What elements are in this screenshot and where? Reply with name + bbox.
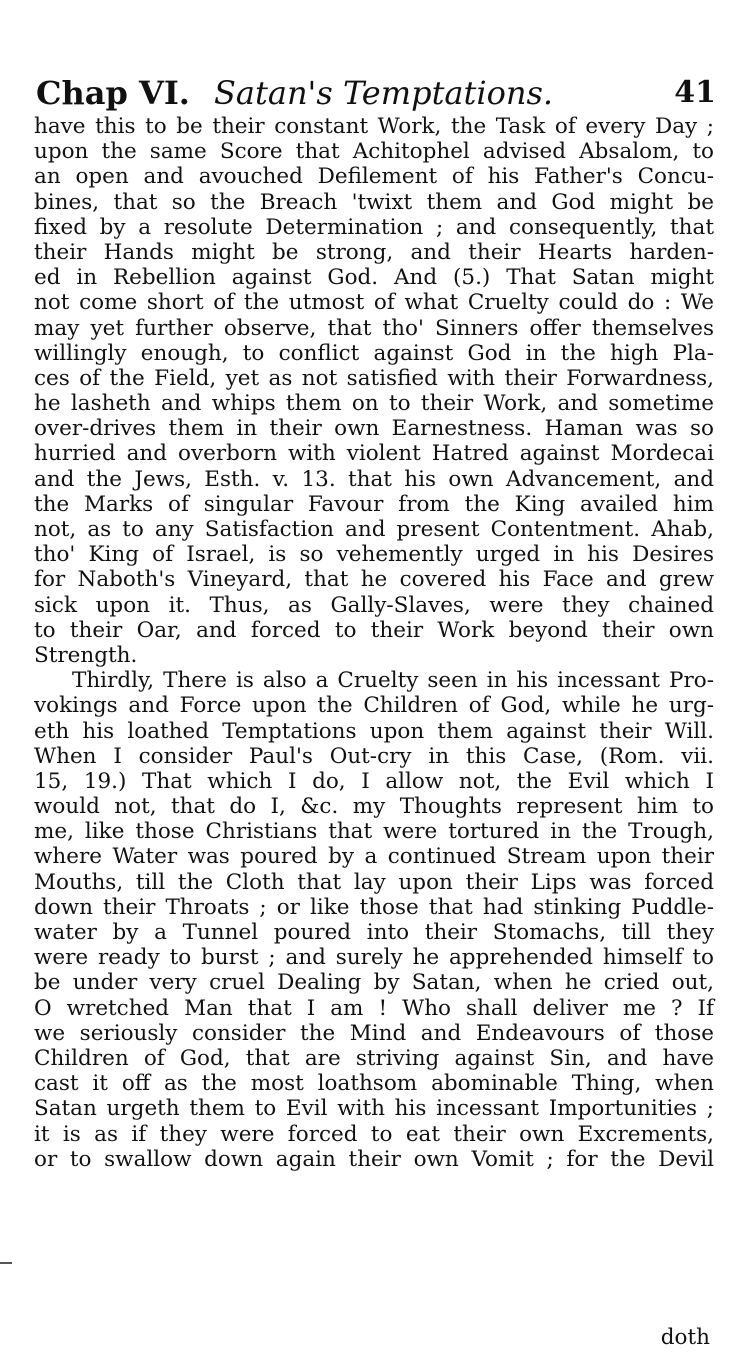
text-line: O wretched Man that I am ! Who shall deliver me ? If <box>34 995 714 1021</box>
text-line: he lasheth and whips them on to their Work, and sometime <box>34 391 714 417</box>
text-line: or to swallow down again their own Vomit ; for the Devil <box>34 1146 714 1172</box>
text-line: may yet further observe, that tho' Sinners offer themselves <box>34 315 714 341</box>
text-line: water by a Tunnel poured into their Stomachs, till they <box>34 920 714 945</box>
body-text <box>34 114 714 1172</box>
page-number: 41 <box>674 75 716 110</box>
text-line: ces of the Field, yet as not satisfied with their Forwardness, <box>34 365 714 391</box>
text-line: When I consider Paul's Out-cry in this Case, (Rom. vii. <box>34 743 714 769</box>
text-line: tho' King of Israel, is so vehemently urged in his Desires <box>34 542 714 568</box>
text-line: ed in Rebellion against God. And (5.) That Satan might <box>34 265 714 291</box>
text-line: vokings and Force upon the Children of God, while he urg- <box>34 693 714 719</box>
text-line: over-drives them in their own Earnestness. Haman was so <box>34 416 714 442</box>
text-line: we seriously consider the Mind and Endeavours of those <box>34 1020 714 1046</box>
text-line: Children of God, that are striving against Sin, and have <box>34 1045 714 1071</box>
text-line: would not, that do I, &c. my Thoughts represent him to <box>34 794 714 820</box>
text-line: eth his loathed Temptations upon them against their Will. <box>34 718 714 744</box>
text-line: me, like those Christians that were tortured in the Trough, <box>34 819 714 845</box>
text-line: cast it off as the most loathsom abominable Thing, when <box>34 1071 714 1097</box>
text-line: upon the same Score that Achitophel advised Absalom, to <box>34 139 714 165</box>
text-line: the Marks of singular Favour from the King availed him <box>34 491 714 517</box>
running-header <box>36 70 716 116</box>
text-line: an open and avouched Defilement of his Father's Concu- <box>34 164 714 190</box>
text-line: Strength. <box>34 642 138 668</box>
running-title: Satan's Temptations. <box>214 74 554 112</box>
text-line: willingly enough, to conflict against God in the high Pla- <box>34 340 714 366</box>
text-line: fixed by a resolute Determination ; and consequently, that <box>34 214 714 240</box>
text-line: and the Jews, Esth. v. 13. that his own Advancement, and <box>34 466 714 492</box>
text-line: hurried and overborn with violent Hatred against Mordecai <box>34 441 714 467</box>
text-line: sick upon it. Thus, as Gally-Slaves, were they chained <box>34 592 714 618</box>
text-line: have this to be their constant Work, the Task of every Day ; <box>34 114 714 139</box>
text-line: Mouths, till the Cloth that lay upon their Lips was forced <box>34 869 714 895</box>
paragraph-first-line: Thirdly, There is also a Cruelty seen in his incessant Pro- <box>72 668 714 694</box>
text-line: it is as if they were forced to eat their own Excrements, <box>34 1121 714 1147</box>
text-line: bines, that so the Breach 'twixt them and God might be <box>34 189 714 215</box>
text-line: Satan urgeth them to Evil with his incessant Importunities ; <box>34 1096 714 1122</box>
text-line: not come short of the utmost of what Cruelty could do : We <box>34 290 714 316</box>
text-line: 15, 19.) That which I do, I allow not, the Evil which I <box>34 768 714 794</box>
text-line: not, as to any Satisfaction and present Contentment. Ahab, <box>34 517 714 542</box>
text-line: were ready to burst ; and surely he apprehended himself to <box>34 945 714 971</box>
text-line: be under very cruel Dealing by Satan, when he cried out, <box>34 970 714 996</box>
text-line: for Naboth's Vineyard, that he covered his Face and grew <box>34 567 714 593</box>
text-line: to their Oar, and forced to their Work beyond their own <box>34 617 714 643</box>
text-line: down their Throats ; or like those that had stinking Puddle- <box>34 894 714 920</box>
page-edge-mark <box>0 1262 12 1264</box>
text-line: where Water was poured by a continued Stream upon their <box>34 844 714 870</box>
chapter-label: Chap VI. <box>36 74 190 112</box>
text-line: their Hands might be strong, and their Hearts harden- <box>34 239 714 265</box>
catchword: doth <box>660 1325 710 1350</box>
